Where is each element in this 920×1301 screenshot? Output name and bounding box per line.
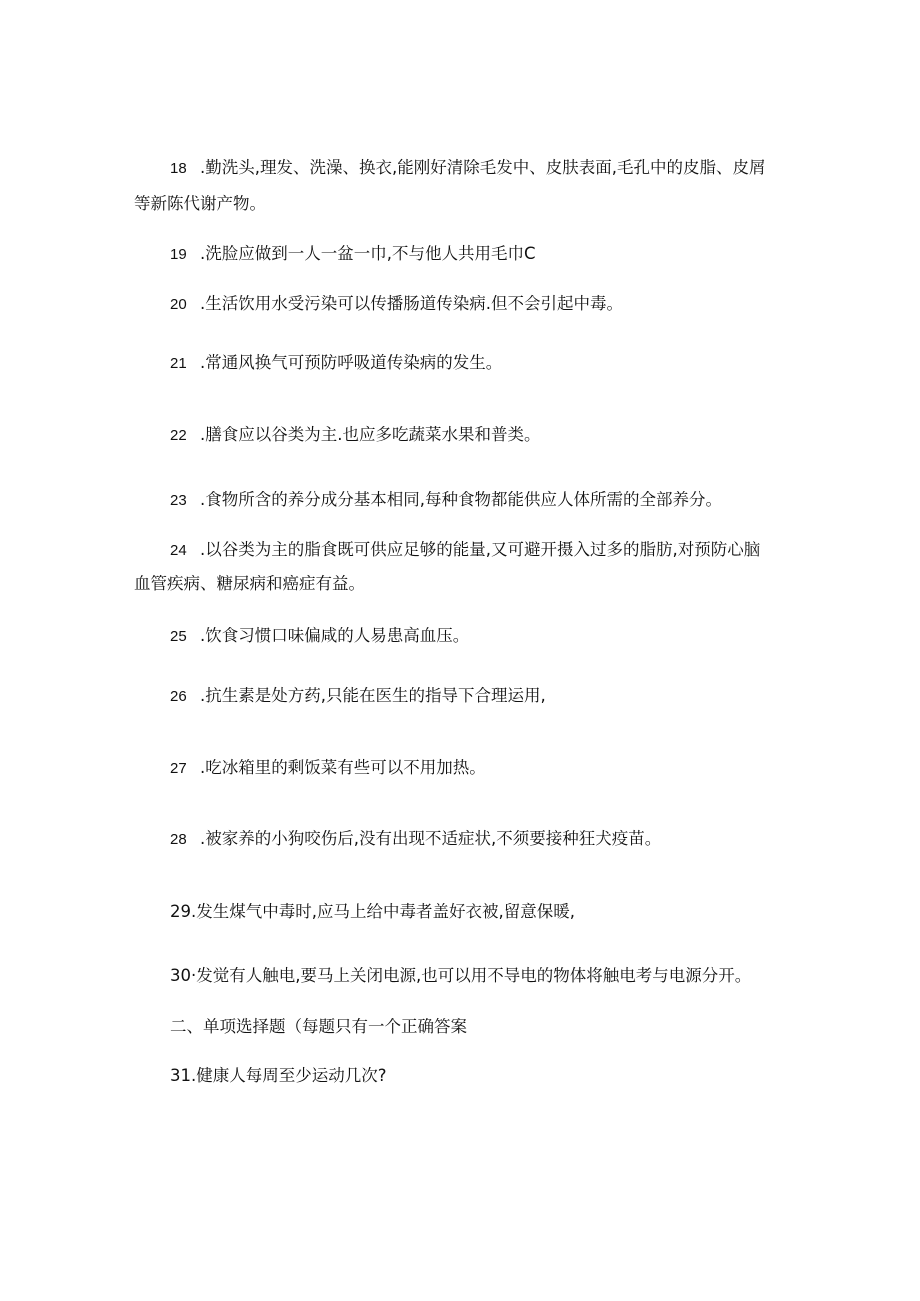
item-number: 23 (170, 492, 187, 509)
item-23 (170, 490, 722, 511)
item-number: 20 (170, 296, 187, 313)
item-text: .洗脸应做到一人一盆一巾,不与他人共用毛巾C (200, 244, 536, 263)
item-number: 27 (170, 760, 187, 777)
item-28 (170, 829, 661, 850)
item-18 (170, 158, 765, 179)
item-text: .以谷类为主的脂食既可供应足够的能量,又可避开摄入过多的脂肪,对预防心脑 (200, 540, 761, 559)
item-27 (170, 758, 486, 779)
item-number: 24 (170, 542, 187, 559)
item-number: 22 (170, 427, 187, 444)
item-number: 26 (170, 688, 187, 705)
item-text: .膳食应以谷类为主.也应多吃蔬菜水果和普类。 (200, 425, 541, 444)
item-text: .勤洗头,理发、洗澡、换衣,能刚好清除毛发中、皮肤表面,毛孔中的皮脂、皮屑 (200, 158, 766, 177)
item-18-continued: 等新陈代谢产物。 (134, 194, 266, 213)
item-31: 31.健康人每周至少运动几次? (170, 1066, 387, 1085)
item-text: .抗生素是处方药,只能在医生的指导下合理运用, (200, 686, 546, 705)
item-text: .食物所含的养分成分基本相同,每种食物都能供应人体所需的全部养分。 (200, 490, 722, 509)
item-21 (170, 353, 502, 374)
item-20 (170, 294, 623, 315)
item-text: .常通风换气可预防呼吸道传染病的发生。 (200, 353, 503, 372)
item-25 (170, 626, 469, 647)
item-24-continued: 血管疾病、糖尿病和癌症有益。 (134, 574, 365, 593)
item-26 (170, 686, 546, 707)
item-24 (170, 540, 760, 561)
item-number: 19 (170, 246, 187, 263)
item-30: 30·发觉有人触电,要马上关闭电源,也可以用不导电的物体将触电考与电源分开。 (170, 966, 752, 985)
item-number: 28 (170, 831, 187, 848)
item-text: .生活饮用水受污染可以传播肠道传染病.但不会引起中毒。 (200, 294, 623, 313)
item-number: 18 (170, 160, 187, 177)
section-title: 二、单项选择题（每题只有一个正确答案 (170, 1017, 467, 1036)
item-29: 29.发生煤气中毒时,应马上给中毒者盖好衣被,留意保暖, (170, 902, 575, 921)
item-text: .被家养的小狗咬伤后,没有出现不适症状,不须要接种狂犬疫苗。 (200, 829, 662, 848)
item-text: .饮食习惯口味偏咸的人易患高血压。 (200, 626, 470, 645)
item-text: .吃冰箱里的剩饭菜有些可以不用加热。 (200, 758, 486, 777)
item-number: 25 (170, 628, 187, 645)
item-number: 21 (170, 355, 187, 372)
item-19 (170, 244, 536, 265)
item-22 (170, 425, 541, 446)
